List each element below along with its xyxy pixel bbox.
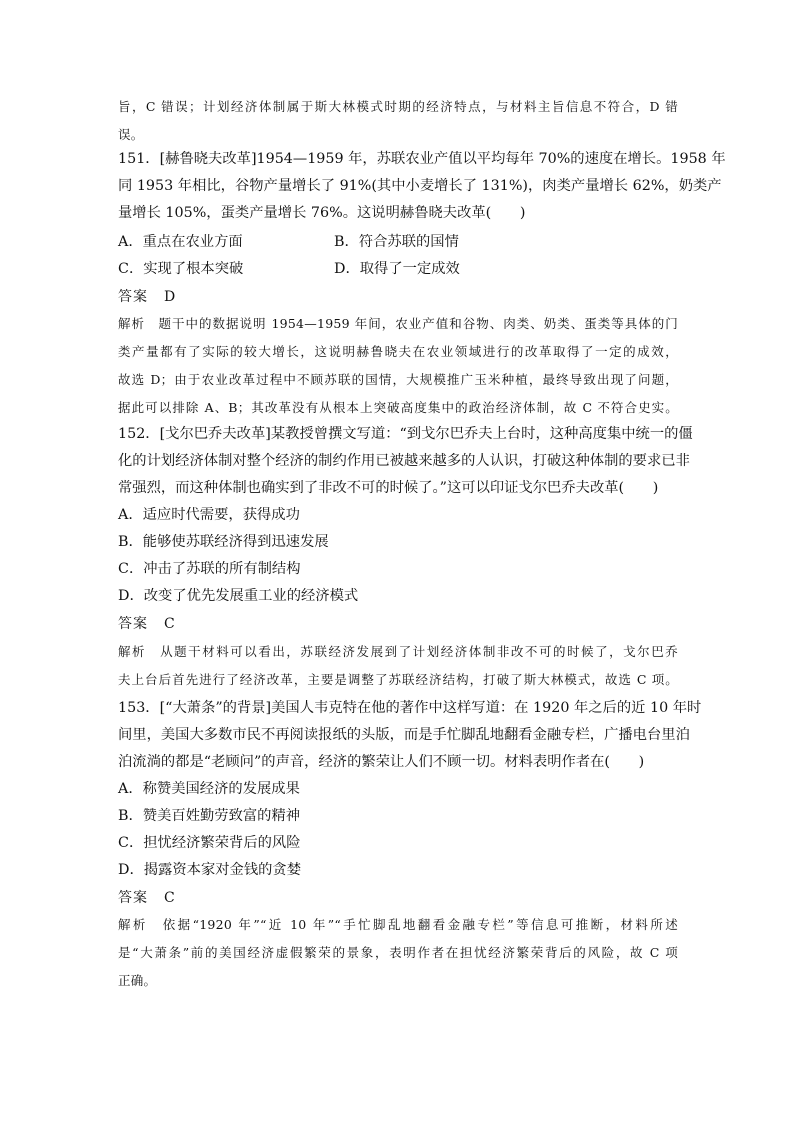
option-a: A．称赞美国经济的发展成果 (118, 781, 300, 797)
stem-line: 常强烈，而这种体制也确实到了非改不可的时候了。”这可以印证戈尔巴乔夫改革( ) (118, 480, 659, 496)
option-a: A．重点在农业方面 (118, 234, 243, 250)
answer-label: 答案 (118, 616, 148, 632)
option-b: B．赞美百姓勤劳致富的精神 (118, 808, 301, 824)
answer-value: C (164, 616, 175, 632)
text-line: 误。 (118, 127, 144, 142)
explanation-line: 是“大萧条”前的美国经济虚假繁荣的景象，表明作者在担忧经济繁荣背后的风险，故 C 项 (118, 945, 678, 960)
question-152-stem (118, 421, 693, 502)
option-d: D．取得了一定成效 (334, 261, 460, 277)
option-b: B．符合苏联的国情 (334, 234, 459, 250)
answer-label: 答案 (118, 890, 148, 906)
option-d: D．揭露资本家对金钱的贪婪 (118, 862, 302, 878)
question-152-options (118, 502, 678, 610)
question-153-options (118, 776, 678, 884)
stem-line: 化的计划经济体制对整个经济的制约作用已被越来越多的人认识，打破这种体制的要求已非 (118, 453, 690, 469)
question-152-answer (118, 611, 678, 638)
answer-value: C (164, 890, 175, 906)
option-b: B．能够使苏联经济得到迅速发展 (118, 534, 329, 550)
question-151-explanation (118, 310, 678, 422)
stem-line: 152．[戈尔巴乔夫改革]某教授曾撰文写道：“到戈尔巴乔夫上台时，这种高度集中统一的僵 (118, 426, 693, 442)
answer-label: 答案 (118, 289, 148, 305)
question-153-explanation (118, 911, 678, 995)
explanation-line: 解析 题干中的数据说明 1954—1959 年间，农业产值和谷物、肉类、奶类、蛋类等具体的门 (118, 316, 678, 331)
option-d: D．改变了优先发展重工业的经济模式 (118, 588, 359, 604)
question-151-options (118, 229, 678, 283)
answer-value: D (164, 289, 176, 305)
explanation-line: 类产量都有了实际的较大增长，这说明赫鲁晓夫在农业领域进行的改革取得了一定的成效， (118, 344, 678, 359)
question-153-stem (118, 695, 702, 776)
option-c: C．冲击了苏联的所有制结构 (118, 561, 301, 577)
option-a: A．适应时代需要，获得成功 (118, 507, 300, 523)
explanation-line: 故选 D；由于农业改革过程中不顾苏联的国情，大规模推广玉米种植，最终导致出现了问题， (118, 372, 678, 387)
explanation-line: 正确。 (118, 973, 157, 988)
explanation-line: 夫上台后首先进行了经济改革，主要是调整了苏联经济结构，打破了斯大林模式，故选 C 项。 (118, 672, 678, 687)
question-151-stem (118, 146, 726, 227)
explanation-line: 解析 依据“1920 年”“近 10 年”“手忙脚乱地翻看金融专栏”等信息可推断，材料所述 (118, 917, 678, 932)
stem-line: 间里，美国大多数市民不再阅读报纸的头版，而是手忙脚乱地翻看金融专栏，广播电台里泊 (118, 727, 690, 743)
question-152-explanation (118, 638, 678, 694)
stem-line: 量增长 105%，蛋类产量增长 76%。这说明赫鲁晓夫改革( ) (118, 205, 526, 221)
stem-line: 153．[“大萧条”的背景]美国人韦克特在他的著作中这样写道：在 1920 年之后的近 10 年时 (118, 700, 702, 716)
question-151-answer (118, 284, 678, 311)
explanation-line: 据此可以排除 A、B；其改革没有从根本上突破高度集中的政治经济体制，故 C 不符合史实。 (118, 400, 678, 415)
previous-explanation-tail (118, 93, 678, 149)
option-c: C．实现了根本突破 (118, 261, 244, 277)
explanation-line: 解析 从题干材料可以看出，苏联经济发展到了计划经济体制非改不可的时候了，戈尔巴乔 (118, 644, 678, 659)
text-line: 旨，C 错误；计划经济体制属于斯大林模式时期的经济特点，与材料主旨信息不符合，D 错 (118, 99, 678, 114)
option-c: C．担忧经济繁荣背后的风险 (118, 835, 301, 851)
stem-line: 泊流淌的都是“老顾问”的声音，经济的繁荣让人们不顾一切。材料表明作者在( ) (118, 754, 645, 770)
stem-line: 同 1953 年相比，谷物产量增长了 91%(其中小麦增长了 131%)，肉类产量增长 62%，奶类产 (118, 178, 722, 194)
stem-line: 151．[赫鲁晓夫改革]1954—1959 年，苏联农业产值以平均每年 70%的速度在增长。1958 年 (118, 151, 726, 167)
question-153-answer (118, 885, 678, 912)
